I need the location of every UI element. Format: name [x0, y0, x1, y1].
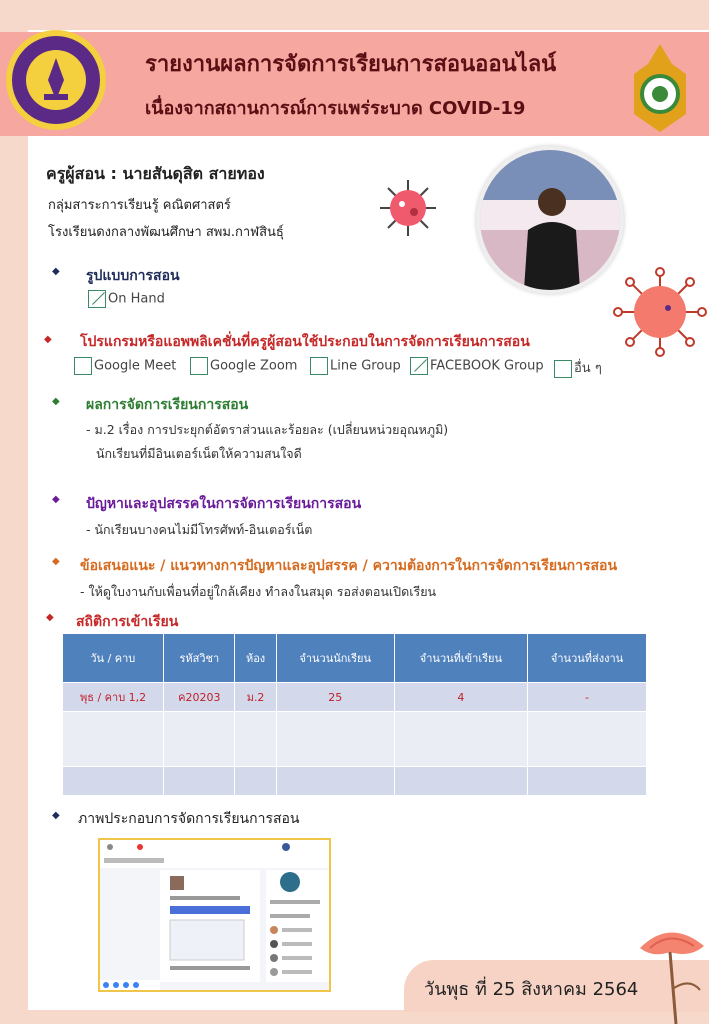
report-date: วันพุธ ที่ 25 สิงหาคม 2564: [424, 979, 639, 1000]
table-row: [63, 767, 647, 796]
table-header-row: [63, 634, 647, 683]
obec-emblem: [626, 44, 694, 132]
virus-icon: [610, 266, 708, 358]
facebook-group-label: FACEBOOK Group: [430, 358, 544, 374]
results-line-1: - ม.2 เรื่อง การประยุกต์อัตราส่วนและร้อยละ (เปลี่ยนหน่วยอุณหภูมิ): [86, 422, 449, 437]
google-meet-checkbox[interactable]: [74, 357, 92, 375]
header-submitted-count: จำนวนที่ส่งงาน: [528, 634, 647, 683]
attendance-title: สถิติการเข้าเรียน: [76, 614, 179, 630]
bullet-icon: ◆: [52, 266, 60, 277]
other-checkbox[interactable]: [554, 360, 572, 378]
report-subtitle: เนื่องจากสถานการณ์การแพร่ระบาด COVID-19: [145, 98, 526, 119]
flower-decoration: [630, 918, 709, 1024]
teacher-name: ครูผู้สอน : นายสันดุสิต สายทอง: [46, 164, 265, 183]
programs-title: โปรแกรมหรือแอพพลิเคชั่นที่ครูผู้สอนใช้ประกอบในการจัดการเรียนการสอน: [80, 334, 530, 350]
cell-subject-code: ค20203: [164, 683, 235, 712]
google-zoom-checkbox[interactable]: [190, 357, 208, 375]
suggestions-line-1: - ให้ดูใบงานกับเพื่อนที่อยู่ใกล้เคียง ทำลงในสมุด รอส่งตอนเปิดเรียน: [80, 584, 437, 599]
header-student-count: จำนวนนักเรียน: [276, 634, 394, 683]
subject-group: กลุ่มสาระการเรียนรู้ คณิตศาสตร์: [48, 198, 231, 213]
header-subject-code: รหัสวิชา: [164, 634, 235, 683]
cell-attended-count: 4: [394, 683, 527, 712]
header-attended-count: จำนวนที่เข้าเรียน: [394, 634, 527, 683]
report-title: รายงานผลการจัดการเรียนการสอนออนไลน์: [145, 52, 557, 77]
bullet-icon: ◆: [52, 810, 60, 821]
bullet-icon: ◆: [52, 494, 60, 505]
bullet-icon: ◆: [52, 556, 60, 567]
google-meet-label: Google Meet: [94, 358, 177, 374]
class-screenshot: [98, 838, 331, 992]
bullet-icon: ◆: [44, 334, 52, 345]
school-logo: [4, 28, 108, 132]
problems-line-1: - นักเรียนบางคนไม่มีโทรศัพท์-อินเตอร์เน็ต: [86, 522, 313, 537]
suggestions-title: ข้อเสนอแนะ / แนวทางการปัญหาและอุปสรรค / ความต้องการในการจัดการเรียนการสอน: [80, 558, 618, 574]
header-room: ห้อง: [235, 634, 276, 683]
teacher-photo: [476, 146, 624, 294]
facebook-group-checkbox[interactable]: [410, 357, 428, 375]
cell-room: ม.2: [235, 683, 276, 712]
other-label: อื่น ๆ: [574, 361, 602, 376]
results-line-2: นักเรียนที่มีอินเตอร์เน็ตให้ความสนใจดี: [96, 446, 302, 461]
header-day-period: วัน / คาบ: [63, 634, 164, 683]
table-row: [63, 683, 647, 712]
on-hand-checkbox[interactable]: [88, 290, 106, 308]
on-hand-label: On Hand: [108, 291, 165, 307]
school-name: โรงเรียนดงกลางพัฒนศึกษา สพม.กาฬสินธุ์: [48, 225, 284, 240]
problems-title: ปัญหาและอุปสรรคในการจัดการเรียนการสอน: [86, 496, 362, 512]
cell-submitted-count: -: [528, 683, 647, 712]
bullet-icon: ◆: [52, 396, 60, 407]
google-zoom-label: Google Zoom: [210, 358, 298, 374]
line-group-label: Line Group: [330, 358, 401, 374]
results-title: ผลการจัดการเรียนการสอน: [86, 397, 249, 413]
teaching-mode-title: รูปแบบการสอน: [86, 268, 180, 284]
cell-student-count: 25: [276, 683, 394, 712]
line-group-checkbox[interactable]: [310, 357, 328, 375]
cell-day-period: พุธ / คาบ 1,2: [63, 683, 164, 712]
attendance-table: [62, 634, 647, 796]
virus-icon: [376, 178, 440, 238]
table-row: [63, 712, 647, 767]
bullet-icon: ◆: [46, 612, 54, 623]
photos-title: ภาพประกอบการจัดการเรียนการสอน: [78, 811, 300, 827]
